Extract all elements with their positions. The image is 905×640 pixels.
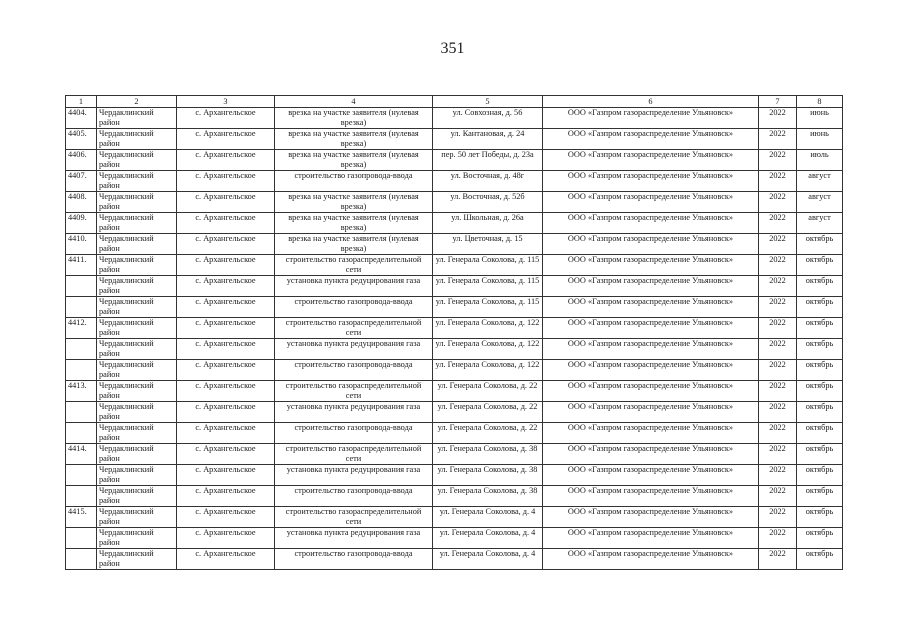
address-cell: ул. Совхозная, д. 56 [433,108,543,129]
column-header: 3 [177,96,275,108]
address-cell: ул. Восточная, д. 48г [433,171,543,192]
address-cell: ул. Генерала Соколова, д. 22 [433,381,543,402]
month-cell: октябрь [797,507,843,528]
work-type-cell: строительство газораспределительной сети [275,507,433,528]
table-row [66,402,843,423]
row-number: 4412. [66,318,97,339]
work-type-cell: врезка на участке заявителя (нулевая врезка) [275,150,433,171]
work-type-cell: строительство газораспределительной сети [275,444,433,465]
column-header: 6 [543,96,759,108]
locality-cell: с. Архангельское [177,528,275,549]
row-number: 4409. [66,213,97,234]
address-cell: ул. Генерала Соколова, д. 122 [433,339,543,360]
month-cell: октябрь [797,339,843,360]
district-cell: Чердаклинский район [97,108,177,129]
table-row [66,150,843,171]
year-cell: 2022 [759,486,797,507]
district-cell: Чердаклинский район [97,150,177,171]
month-cell: октябрь [797,549,843,570]
month-cell: август [797,192,843,213]
district-cell: Чердаклинский район [97,255,177,276]
address-cell: ул. Генерала Соколова, д. 4 [433,528,543,549]
address-cell: ул. Генерала Соколова, д. 115 [433,255,543,276]
month-cell: август [797,213,843,234]
district-cell: Чердаклинский район [97,276,177,297]
address-cell: ул. Генерала Соколова, д. 4 [433,549,543,570]
district-cell: Чердаклинский район [97,381,177,402]
locality-cell: с. Архангельское [177,549,275,570]
organization-cell: ООО «Газпром газораспределение Ульяновск» [543,171,759,192]
year-cell: 2022 [759,318,797,339]
year-cell: 2022 [759,381,797,402]
work-type-cell: врезка на участке заявителя (нулевая врезка) [275,108,433,129]
row-number: 4410. [66,234,97,255]
month-cell: июнь [797,129,843,150]
locality-cell: с. Архангельское [177,276,275,297]
organization-cell: ООО «Газпром газораспределение Ульяновск» [543,402,759,423]
address-cell: ул. Генерала Соколова, д. 115 [433,297,543,318]
month-cell: октябрь [797,234,843,255]
row-number: 4414. [66,444,97,465]
work-type-cell: строительство газопровода-ввода [275,360,433,381]
month-cell: июнь [797,108,843,129]
year-cell: 2022 [759,360,797,381]
district-cell: Чердаклинский район [97,318,177,339]
organization-cell: ООО «Газпром газораспределение Ульяновск» [543,507,759,528]
page-number: 351 [440,40,465,57]
month-cell: август [797,171,843,192]
district-cell: Чердаклинский район [97,171,177,192]
month-cell: октябрь [797,444,843,465]
row-number [66,423,97,444]
address-cell: ул. Цветочная, д. 15 [433,234,543,255]
address-cell: ул. Генерала Соколова, д. 22 [433,402,543,423]
district-cell: Чердаклинский район [97,549,177,570]
year-cell: 2022 [759,276,797,297]
organization-cell: ООО «Газпром газораспределение Ульяновск» [543,465,759,486]
year-cell: 2022 [759,129,797,150]
column-header: 4 [275,96,433,108]
column-header: 2 [97,96,177,108]
row-number: 4408. [66,192,97,213]
table-row [66,360,843,381]
work-type-cell: строительство газопровода-ввода [275,486,433,507]
work-type-cell: строительство газораспределительной сети [275,381,433,402]
month-cell: октябрь [797,486,843,507]
table-row [66,528,843,549]
locality-cell: с. Архангельское [177,234,275,255]
year-cell: 2022 [759,192,797,213]
month-cell: октябрь [797,255,843,276]
year-cell: 2022 [759,213,797,234]
table-row [66,423,843,444]
table-row [66,444,843,465]
address-cell: ул. Генерала Соколова, д. 38 [433,465,543,486]
locality-cell: с. Архангельское [177,213,275,234]
organization-cell: ООО «Газпром газораспределение Ульяновск» [543,255,759,276]
organization-cell: ООО «Газпром газораспределение Ульяновск» [543,108,759,129]
organization-cell: ООО «Газпром газораспределение Ульяновск» [543,297,759,318]
organization-cell: ООО «Газпром газораспределение Ульяновск» [543,318,759,339]
row-number: 4406. [66,150,97,171]
organization-cell: ООО «Газпром газораспределение Ульяновск» [543,192,759,213]
table-row [66,192,843,213]
address-cell: ул. Кантановая, д. 24 [433,129,543,150]
district-cell: Чердаклинский район [97,402,177,423]
table-row [66,297,843,318]
address-cell: ул. Генерала Соколова, д. 115 [433,276,543,297]
locality-cell: с. Архангельское [177,318,275,339]
row-number: 4407. [66,171,97,192]
locality-cell: с. Архангельское [177,150,275,171]
address-cell: пер. 50 лет Победы, д. 23а [433,150,543,171]
address-cell: ул. Генерала Соколова, д. 122 [433,360,543,381]
work-type-cell: врезка на участке заявителя (нулевая врезка) [275,234,433,255]
table-row [66,108,843,129]
year-cell: 2022 [759,465,797,486]
row-number: 4413. [66,381,97,402]
locality-cell: с. Архангельское [177,108,275,129]
table-row [66,486,843,507]
table-row [66,171,843,192]
year-cell: 2022 [759,234,797,255]
organization-cell: ООО «Газпром газораспределение Ульяновск» [543,276,759,297]
month-cell: октябрь [797,528,843,549]
table-body [66,108,843,570]
row-number [66,402,97,423]
organization-cell: ООО «Газпром газораспределение Ульяновск» [543,234,759,255]
locality-cell: с. Архангельское [177,402,275,423]
organization-cell: ООО «Газпром газораспределение Ульяновск» [543,360,759,381]
column-header: 5 [433,96,543,108]
work-type-cell: установка пункта редуцирования газа [275,339,433,360]
year-cell: 2022 [759,171,797,192]
row-number [66,465,97,486]
district-cell: Чердаклинский район [97,465,177,486]
organization-cell: ООО «Газпром газораспределение Ульяновск» [543,339,759,360]
district-cell: Чердаклинский район [97,444,177,465]
work-type-cell: установка пункта редуцирования газа [275,402,433,423]
year-cell: 2022 [759,507,797,528]
district-cell: Чердаклинский район [97,213,177,234]
month-cell: октябрь [797,465,843,486]
table-row [66,234,843,255]
locality-cell: с. Архангельское [177,192,275,213]
row-number: 4404. [66,108,97,129]
row-number [66,549,97,570]
address-cell: ул. Школьная, д. 26а [433,213,543,234]
month-cell: октябрь [797,423,843,444]
table-row [66,549,843,570]
year-cell: 2022 [759,108,797,129]
column-header: 7 [759,96,797,108]
district-cell: Чердаклинский район [97,234,177,255]
month-cell: октябрь [797,318,843,339]
year-cell: 2022 [759,528,797,549]
work-type-cell: установка пункта редуцирования газа [275,465,433,486]
district-cell: Чердаклинский район [97,360,177,381]
locality-cell: с. Архангельское [177,171,275,192]
year-cell: 2022 [759,297,797,318]
organization-cell: ООО «Газпром газораспределение Ульяновск» [543,444,759,465]
work-type-cell: установка пункта редуцирования газа [275,528,433,549]
month-cell: июль [797,150,843,171]
address-cell: ул. Восточная, д. 52б [433,192,543,213]
locality-cell: с. Архангельское [177,255,275,276]
organization-cell: ООО «Газпром газораспределение Ульяновск» [543,129,759,150]
table-row [66,339,843,360]
month-cell: октябрь [797,297,843,318]
organization-cell: ООО «Газпром газораспределение Ульяновск» [543,486,759,507]
column-header: 8 [797,96,843,108]
district-cell: Чердаклинский район [97,339,177,360]
work-type-cell: врезка на участке заявителя (нулевая врезка) [275,129,433,150]
row-number: 4411. [66,255,97,276]
district-cell: Чердаклинский район [97,129,177,150]
row-number [66,297,97,318]
year-cell: 2022 [759,255,797,276]
table-row [66,465,843,486]
district-cell: Чердаклинский район [97,192,177,213]
locality-cell: с. Архангельское [177,444,275,465]
work-type-cell: врезка на участке заявителя (нулевая врезка) [275,213,433,234]
month-cell: октябрь [797,402,843,423]
address-cell: ул. Генерала Соколова, д. 22 [433,423,543,444]
locality-cell: с. Архангельское [177,297,275,318]
month-cell: октябрь [797,360,843,381]
row-number: 4405. [66,129,97,150]
row-number [66,528,97,549]
work-type-cell: строительство газораспределительной сети [275,318,433,339]
organization-cell: ООО «Газпром газораспределение Ульяновск» [543,549,759,570]
row-number [66,339,97,360]
year-cell: 2022 [759,339,797,360]
work-type-cell: строительство газопровода-ввода [275,171,433,192]
work-type-cell: строительство газопровода-ввода [275,549,433,570]
row-number [66,360,97,381]
work-type-cell: врезка на участке заявителя (нулевая врезка) [275,192,433,213]
table-row [66,507,843,528]
locality-cell: с. Архангельское [177,507,275,528]
locality-cell: с. Архангельское [177,129,275,150]
locality-cell: с. Архангельское [177,486,275,507]
locality-cell: с. Архангельское [177,360,275,381]
work-type-cell: строительство газопровода-ввода [275,297,433,318]
year-cell: 2022 [759,150,797,171]
locality-cell: с. Архангельское [177,465,275,486]
organization-cell: ООО «Газпром газораспределение Ульяновск» [543,213,759,234]
column-header: 1 [66,96,97,108]
work-type-cell: строительство газораспределительной сети [275,255,433,276]
table-row [66,381,843,402]
data-table [65,95,843,570]
row-number: 4415. [66,507,97,528]
organization-cell: ООО «Газпром газораспределение Ульяновск» [543,381,759,402]
year-cell: 2022 [759,423,797,444]
year-cell: 2022 [759,549,797,570]
work-type-cell: установка пункта редуцирования газа [275,276,433,297]
address-cell: ул. Генерала Соколова, д. 38 [433,444,543,465]
work-type-cell: строительство газопровода-ввода [275,423,433,444]
table-row [66,255,843,276]
address-cell: ул. Генерала Соколова, д. 122 [433,318,543,339]
address-cell: ул. Генерала Соколова, д. 38 [433,486,543,507]
table-row [66,129,843,150]
row-number [66,486,97,507]
month-cell: октябрь [797,381,843,402]
organization-cell: ООО «Газпром газораспределение Ульяновск» [543,423,759,444]
locality-cell: с. Архангельское [177,339,275,360]
address-cell: ул. Генерала Соколова, д. 4 [433,507,543,528]
district-cell: Чердаклинский район [97,423,177,444]
year-cell: 2022 [759,402,797,423]
district-cell: Чердаклинский район [97,528,177,549]
district-cell: Чердаклинский район [97,297,177,318]
locality-cell: с. Архангельское [177,423,275,444]
header-row [66,96,843,108]
district-cell: Чердаклинский район [97,486,177,507]
district-cell: Чердаклинский район [97,507,177,528]
row-number [66,276,97,297]
table-row [66,213,843,234]
year-cell: 2022 [759,444,797,465]
organization-cell: ООО «Газпром газораспределение Ульяновск» [543,528,759,549]
table-row [66,318,843,339]
organization-cell: ООО «Газпром газораспределение Ульяновск» [543,150,759,171]
table-row [66,276,843,297]
locality-cell: с. Архангельское [177,381,275,402]
month-cell: октябрь [797,276,843,297]
